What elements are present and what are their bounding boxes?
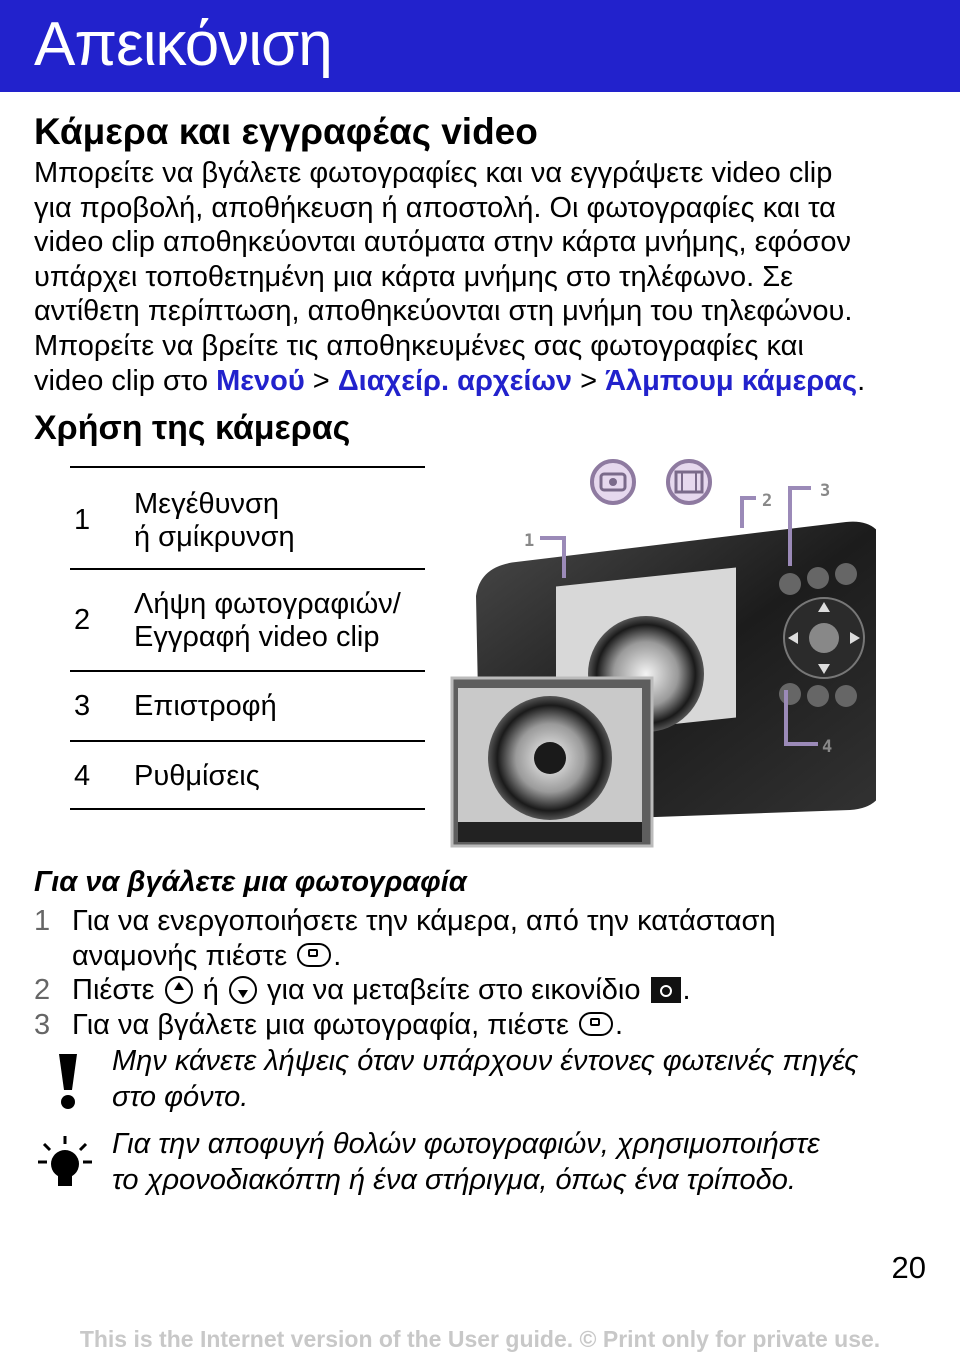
parts-label: Ρυθμίσεις bbox=[134, 760, 260, 792]
camera-mode-icon bbox=[651, 977, 681, 1003]
intro-line: video clip αποθηκεύονται αυτόματα στην κάρτα μνήμης, εφόσον bbox=[34, 226, 852, 259]
intro-line: για προβολή, αποθήκευση ή αποστολή. Οι φωτογραφίες και τα bbox=[34, 191, 836, 224]
page-header bbox=[0, 0, 960, 92]
step-number: 3 bbox=[34, 1009, 51, 1041]
camera-key-icon bbox=[579, 1012, 613, 1036]
nav-up-key-icon bbox=[165, 976, 193, 1004]
step-text: Για να βγάλετε μια φωτογραφία, πιέστε . bbox=[72, 1009, 623, 1041]
menu-link-menu[interactable]: Μενού bbox=[216, 364, 305, 397]
parts-row bbox=[70, 670, 425, 740]
parts-row bbox=[70, 568, 425, 670]
camera-mode-icon bbox=[592, 461, 634, 503]
intro-line-menu-path: video clip στο Μενού > Διαχείρ. αρχείων > Άλμπουμ κάμερας. bbox=[34, 364, 866, 397]
intro-line: αντίθετη περίπτωση, αποθηκεύονται στη μνήμη του τηλεφώνου. bbox=[34, 295, 853, 328]
warning-icon bbox=[56, 1052, 80, 1110]
intro-line: Μπορείτε να βγάλετε φωτογραφίες και να εγγράψετε video clip bbox=[34, 157, 833, 189]
step-number: 2 bbox=[34, 974, 51, 1006]
parts-number: 2 bbox=[74, 604, 91, 636]
step-text: Πιέστε ή για να μεταβείτε στο εικονίδιο . bbox=[72, 974, 691, 1006]
callout-2: 2 bbox=[762, 491, 773, 511]
camera-key-icon bbox=[297, 943, 331, 967]
parts-number: 3 bbox=[74, 690, 91, 722]
intro-line: υπάρχει τοποθετημένη μια κάρτα μνήμης στο τηλέφωνο. Σε bbox=[34, 260, 794, 293]
section-title: Κάμερα και εγγραφέας video bbox=[34, 111, 538, 152]
step-text: Για να ενεργοποιήσετε την κάμερα, από την κατάσταση αναμονής πιέστε . bbox=[72, 905, 776, 972]
menu-link-camera-album[interactable]: Άλμπουμ κάμερας bbox=[605, 364, 858, 397]
steps-heading: Για να βγάλετε μια φωτογραφία bbox=[34, 866, 467, 898]
parts-number: 4 bbox=[74, 760, 91, 792]
callout-1: 1 bbox=[524, 531, 535, 551]
parts-row bbox=[70, 466, 425, 568]
warning-note: Μην κάνετε λήψεις όταν υπάρχουν έντονες φωτεινές πηγές στο φόντο. bbox=[112, 1045, 859, 1113]
lightbulb-tip-icon bbox=[38, 1134, 92, 1192]
viewfinder-preview bbox=[452, 678, 652, 846]
parts-label: Επιστροφή bbox=[134, 690, 277, 722]
tip-note: Για την αποφυγή θολών φωτογραφιών, χρησιμοποιήστε το χρονοδιακόπτη ή ένα στήριγμα, όπως ένα τρίποδο. bbox=[112, 1128, 820, 1196]
intro-paragraph bbox=[34, 156, 934, 398]
page-title: Απεικόνιση bbox=[34, 10, 332, 79]
parts-number: 1 bbox=[74, 504, 91, 536]
video-mode-icon bbox=[668, 461, 710, 503]
parts-table bbox=[70, 466, 425, 810]
parts-label: Λήψη φωτογραφιών/ Εγγραφή video clip bbox=[134, 588, 401, 653]
phone-camera-illustration bbox=[446, 456, 876, 856]
menu-link-file-manager[interactable]: Διαχείρ. αρχείων bbox=[337, 364, 573, 397]
callout-3: 3 bbox=[820, 481, 831, 501]
usage-title: Χρήση της κάμερας bbox=[34, 409, 351, 447]
intro-line: Μπορείτε να βρείτε τις αποθηκευμένες σας φωτογραφίες και bbox=[34, 329, 804, 362]
nav-down-key-icon bbox=[229, 976, 257, 1004]
step-number: 1 bbox=[34, 905, 51, 937]
parts-label: Μεγέθυνση ή σμίκρυνση bbox=[134, 488, 295, 553]
footer-disclaimer: This is the Internet version of the User guide. © Print only for private use. bbox=[79, 1326, 881, 1352]
parts-row bbox=[70, 740, 425, 810]
page-number: 20 bbox=[891, 1250, 926, 1285]
callout-4: 4 bbox=[822, 737, 833, 757]
